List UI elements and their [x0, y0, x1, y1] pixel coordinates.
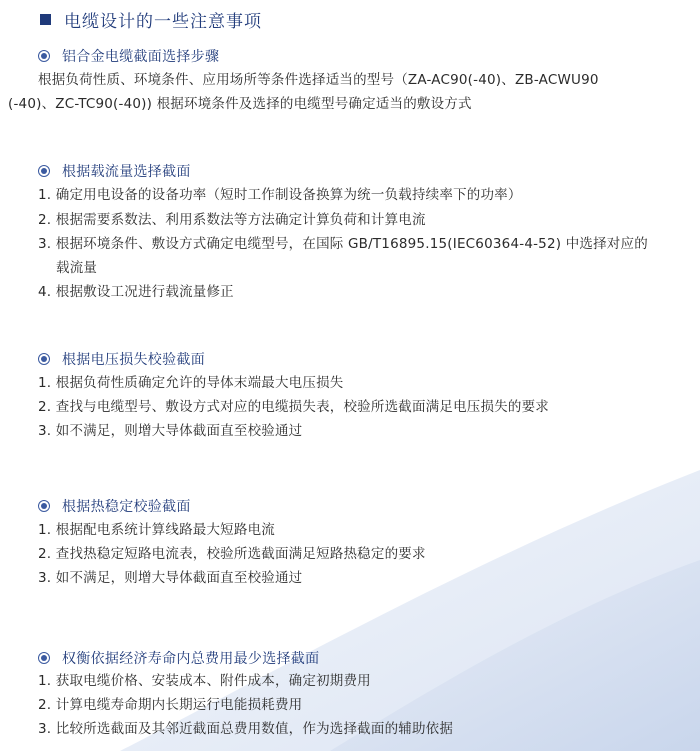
circle-bullet-icon [38, 652, 50, 664]
circle-bullet-icon [38, 353, 50, 365]
section-line: 根据负荷性质、环境条件、应用场所等条件选择适当的型号（ZA-AC90(-40)、ZB-ACWU90 [38, 72, 599, 88]
section-line: (-40)、ZC-TC90(-40)) 根据环境条件及选择的电缆型号确定适当的敷设方式 [8, 96, 472, 112]
section-heading: 根据热稳定校验截面 [38, 497, 191, 515]
list-item: 1. 根据配电系统计算线路最大短路电流 [38, 522, 275, 538]
list-item: 1. 根据负荷性质确定允许的导体末端最大电压损失 [38, 375, 344, 391]
circle-bullet-icon [38, 165, 50, 177]
list-item: 3. 根据环境条件、敷设方式确定电缆型号，在国际 GB/T16895.15(IEC60364-4-52) 中选择对应的 [38, 236, 648, 252]
section-heading: 根据载流量选择截面 [38, 162, 191, 180]
circle-bullet-icon [38, 500, 50, 512]
list-item: 1. 获取电缆价格、安装成本、附件成本，确定初期费用 [38, 673, 371, 689]
list-item: 2. 查找与电缆型号、敷设方式对应的电缆损失表，校验所选截面满足电压损失的要求 [38, 399, 549, 415]
list-item-continuation: 载流量 [56, 260, 98, 276]
list-item: 3. 如不满足，则增大导体截面直至校验通过 [38, 423, 303, 439]
list-item: 3. 比较所选截面及其邻近截面总费用数值，作为选择截面的辅助依据 [38, 721, 454, 737]
section-heading: 权衡依据经济寿命内总费用最少选择截面 [38, 649, 319, 667]
list-item: 2. 计算电缆寿命期内长期运行电能损耗费用 [38, 697, 303, 713]
section-heading: 铝合金电缆截面选择步骤 [38, 47, 219, 65]
list-item: 2. 查找热稳定短路电流表，校验所选截面满足短路热稳定的要求 [38, 546, 426, 562]
circle-bullet-icon [38, 50, 50, 62]
title-square-icon [40, 14, 51, 25]
page-title [40, 7, 262, 31]
list-item: 2. 根据需要系数法、利用系数法等方法确定计算负荷和计算电流 [38, 212, 426, 228]
list-item: 4. 根据敷设工况进行载流量修正 [38, 284, 234, 300]
list-item: 3. 如不满足，则增大导体截面直至校验通过 [38, 570, 303, 586]
page-title-text: 电缆设计的一些注意事项 [64, 11, 262, 32]
section-heading: 根据电压损失校验截面 [38, 350, 205, 368]
list-item: 1. 确定用电设备的设备功率（短时工作制设备换算为统一负载持续率下的功率） [38, 187, 522, 203]
